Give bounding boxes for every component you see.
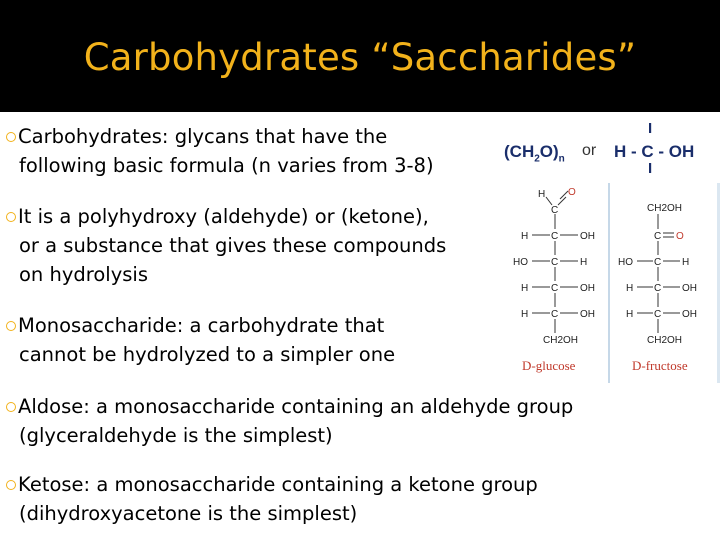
glucose-row-left: H	[521, 309, 529, 320]
glucose-c2: C	[551, 231, 559, 242]
bullet-marker-icon	[6, 480, 16, 490]
bullet-aldose	[6, 392, 573, 450]
bullet-text: Ketose: a monosaccharide containing a ketone group	[18, 473, 538, 496]
bullet-carbohydrates	[6, 122, 434, 180]
formula-bond-top: I	[648, 120, 653, 137]
glucose-c1: C	[551, 205, 559, 216]
bullet-marker-icon	[6, 402, 16, 412]
bullet-text: (glyceraldehyde is the simplest)	[19, 424, 333, 447]
bullet-ketose	[6, 470, 538, 528]
formula-ch2o-n: $(CH_2O)_n$	[504, 142, 565, 165]
glucose-panel	[496, 183, 609, 383]
general-formula	[496, 118, 711, 180]
slide-title: Carbohydrates “Saccharides”	[83, 36, 637, 79]
fructose-row-left: HO	[618, 257, 633, 268]
fructose-row-right: OH	[682, 309, 697, 320]
glucose-row-right: OH	[580, 309, 595, 320]
glucose-bottom: CH2OH	[543, 335, 579, 346]
fructose-c4: C	[654, 283, 662, 294]
bullet-text: (dihydroxyacetone is the simplest)	[19, 502, 358, 525]
bullet-marker-icon	[6, 132, 16, 142]
fructose-structure	[610, 183, 717, 383]
bullet-text: following basic formula (n varies from 3-8)	[19, 154, 434, 177]
bullet-text: or a substance that gives these compounds	[19, 234, 447, 257]
fructose-c2: C	[654, 231, 662, 242]
fructose-caption: D-fructose	[632, 358, 688, 373]
fructose-top: CH2OH	[647, 203, 683, 214]
glucose-row-left: HO	[513, 257, 528, 268]
glucose-row-left: H	[521, 283, 529, 294]
bullet-text: on hydrolysis	[19, 263, 148, 286]
bullet-text: cannot be hydrolyzed to a simpler one	[19, 343, 396, 366]
fischer-structures	[496, 183, 720, 383]
glucose-c4: C	[551, 283, 559, 294]
fructose-row-left: H	[626, 283, 634, 294]
bullet-text: Aldose: a monosaccharide containing an aldehyde group	[18, 395, 574, 418]
bullet-marker-icon	[6, 212, 16, 222]
glucose-top-h: H	[538, 189, 546, 200]
glucose-caption: D-glucose	[522, 358, 576, 373]
glucose-row-right: OH	[580, 231, 595, 242]
glucose-row-left: H	[521, 231, 529, 242]
glucose-aldehyde-o: O	[568, 187, 576, 198]
glucose-structure	[496, 183, 608, 383]
formula-hcoh: H - C - OH	[614, 142, 695, 161]
bullet-monosaccharide	[6, 311, 395, 369]
bullet-marker-icon	[6, 321, 16, 331]
fructose-row-right: H	[682, 257, 690, 268]
fructose-c3: C	[654, 257, 662, 268]
glucose-c3: C	[551, 257, 559, 268]
formula-bond-bottom: I	[648, 160, 653, 177]
fructose-row-right: OH	[682, 283, 697, 294]
bullet-polyhydroxy	[6, 202, 446, 289]
fructose-keto-o: O	[676, 231, 684, 242]
fructose-panel	[609, 183, 717, 383]
glucose-row-right: OH	[580, 283, 595, 294]
bullet-text: Monosaccharide: a carbohydrate that	[18, 314, 385, 337]
fructose-row-left: H	[626, 309, 634, 320]
fructose-bottom: CH2OH	[647, 335, 683, 346]
glucose-row-right: H	[580, 257, 588, 268]
formula-or: or	[582, 142, 597, 159]
bullet-text: It is a polyhydroxy (aldehyde) or (ketone),	[18, 205, 429, 228]
bullet-text: Carbohydrates: glycans that have the	[18, 125, 388, 148]
glucose-c5: C	[551, 309, 559, 320]
fructose-c5: C	[654, 309, 662, 320]
